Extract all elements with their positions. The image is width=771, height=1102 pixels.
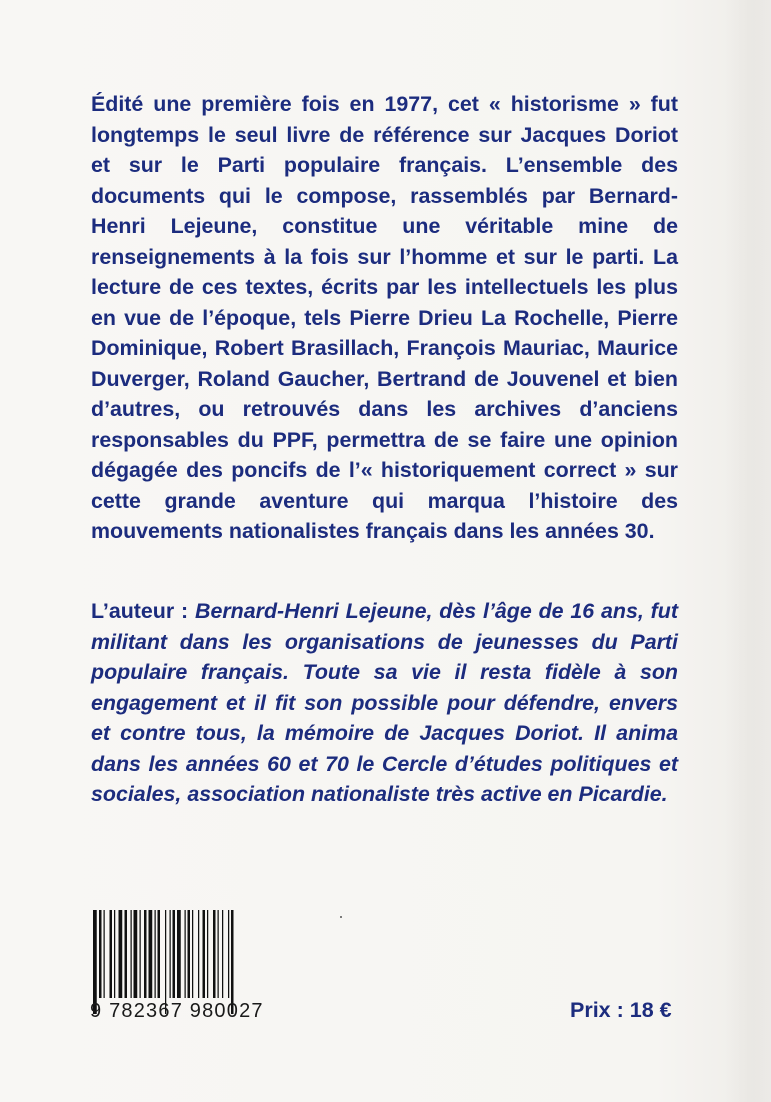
barcode-bar: [158, 910, 161, 998]
barcode-bar: [93, 910, 97, 1014]
barcode-bar: [198, 910, 199, 998]
book-description: Édité une première fois en 1977, cet « historisme » fut longtemps le seul livre de référence sur Jacques Doriot et sur le Parti populaire français. L’ensemble des documents qui le compose, rassemblés par Bernard-Henri Lejeune, constitue une véritable mine de renseignements à la fois sur l’homme et sur le parti. La lecture de ces textes, écrits par les intellectuels les plus en vue de l’époque, tels Pierre Drieu La Rochelle, Pierre Dominique, Robert Brasillach, François Mauriac, Maurice Duverger, Roland Gaucher, Bertrand de Jouvenel et bien d’autres, ou retrouvés dans les archives d’anciens responsables du PPF, permettra de se faire une opinion dégagée des poncifs de l’« historiquement correct » sur cette grande aventure qui marqua l’histoire des mouvements nationalistes français dans les années 30.: [91, 92, 678, 543]
author-bio-paragraph: [91, 596, 678, 810]
author-bio: Bernard-Henri Lejeune, dès l’âge de 16 ans, fut militant dans les organisations de jeunesses du Parti populaire français. Toute sa vie il resta fidèle à son engagement et il fit son possible pour défendre, envers et contre tous, la mémoire de Jacques Doriot. Il anima dans les années 60 et 70 le Cercle d’études politiques et sociales, association nationaliste très active en Picardie.: [91, 599, 678, 806]
page-edge-shading: [725, 0, 771, 1102]
barcode-bar: [188, 910, 191, 998]
barcode-bar: [177, 910, 181, 998]
barcode-bar: [192, 910, 193, 998]
barcode-bar: [140, 910, 141, 998]
barcode-bar: [119, 910, 123, 998]
barcode-bar: [104, 910, 105, 998]
barcode-bar: [155, 910, 156, 998]
barcode-bar: [173, 910, 176, 998]
barcode-bar: [149, 910, 153, 998]
barcode-icon: [91, 910, 275, 1014]
barcode-bar: [99, 910, 102, 998]
barcode-bar: [222, 910, 223, 998]
barcode-bar: [165, 910, 166, 1014]
price-label: Prix : 18 €: [570, 998, 672, 1022]
barcode-bar: [207, 910, 208, 998]
barcode-bar: [185, 910, 186, 998]
barcode-bar: [125, 910, 128, 998]
barcode-bar: [228, 910, 229, 998]
barcode-bar: [144, 910, 147, 998]
barcode-bar: [110, 910, 113, 998]
barcode-bar: [134, 910, 138, 998]
barcode-bar: [203, 910, 206, 998]
barcode-bar: [213, 910, 216, 998]
barcode-bar: [131, 910, 132, 998]
author-label: L’auteur :: [91, 599, 196, 623]
barcode-bar: [114, 910, 115, 998]
isbn-number: 9 782367 980027: [90, 1000, 264, 1022]
barcode-bar: [231, 910, 234, 1014]
barcode-bar: [218, 910, 219, 998]
barcode-bar: [170, 910, 171, 998]
print-speck: [340, 916, 342, 918]
